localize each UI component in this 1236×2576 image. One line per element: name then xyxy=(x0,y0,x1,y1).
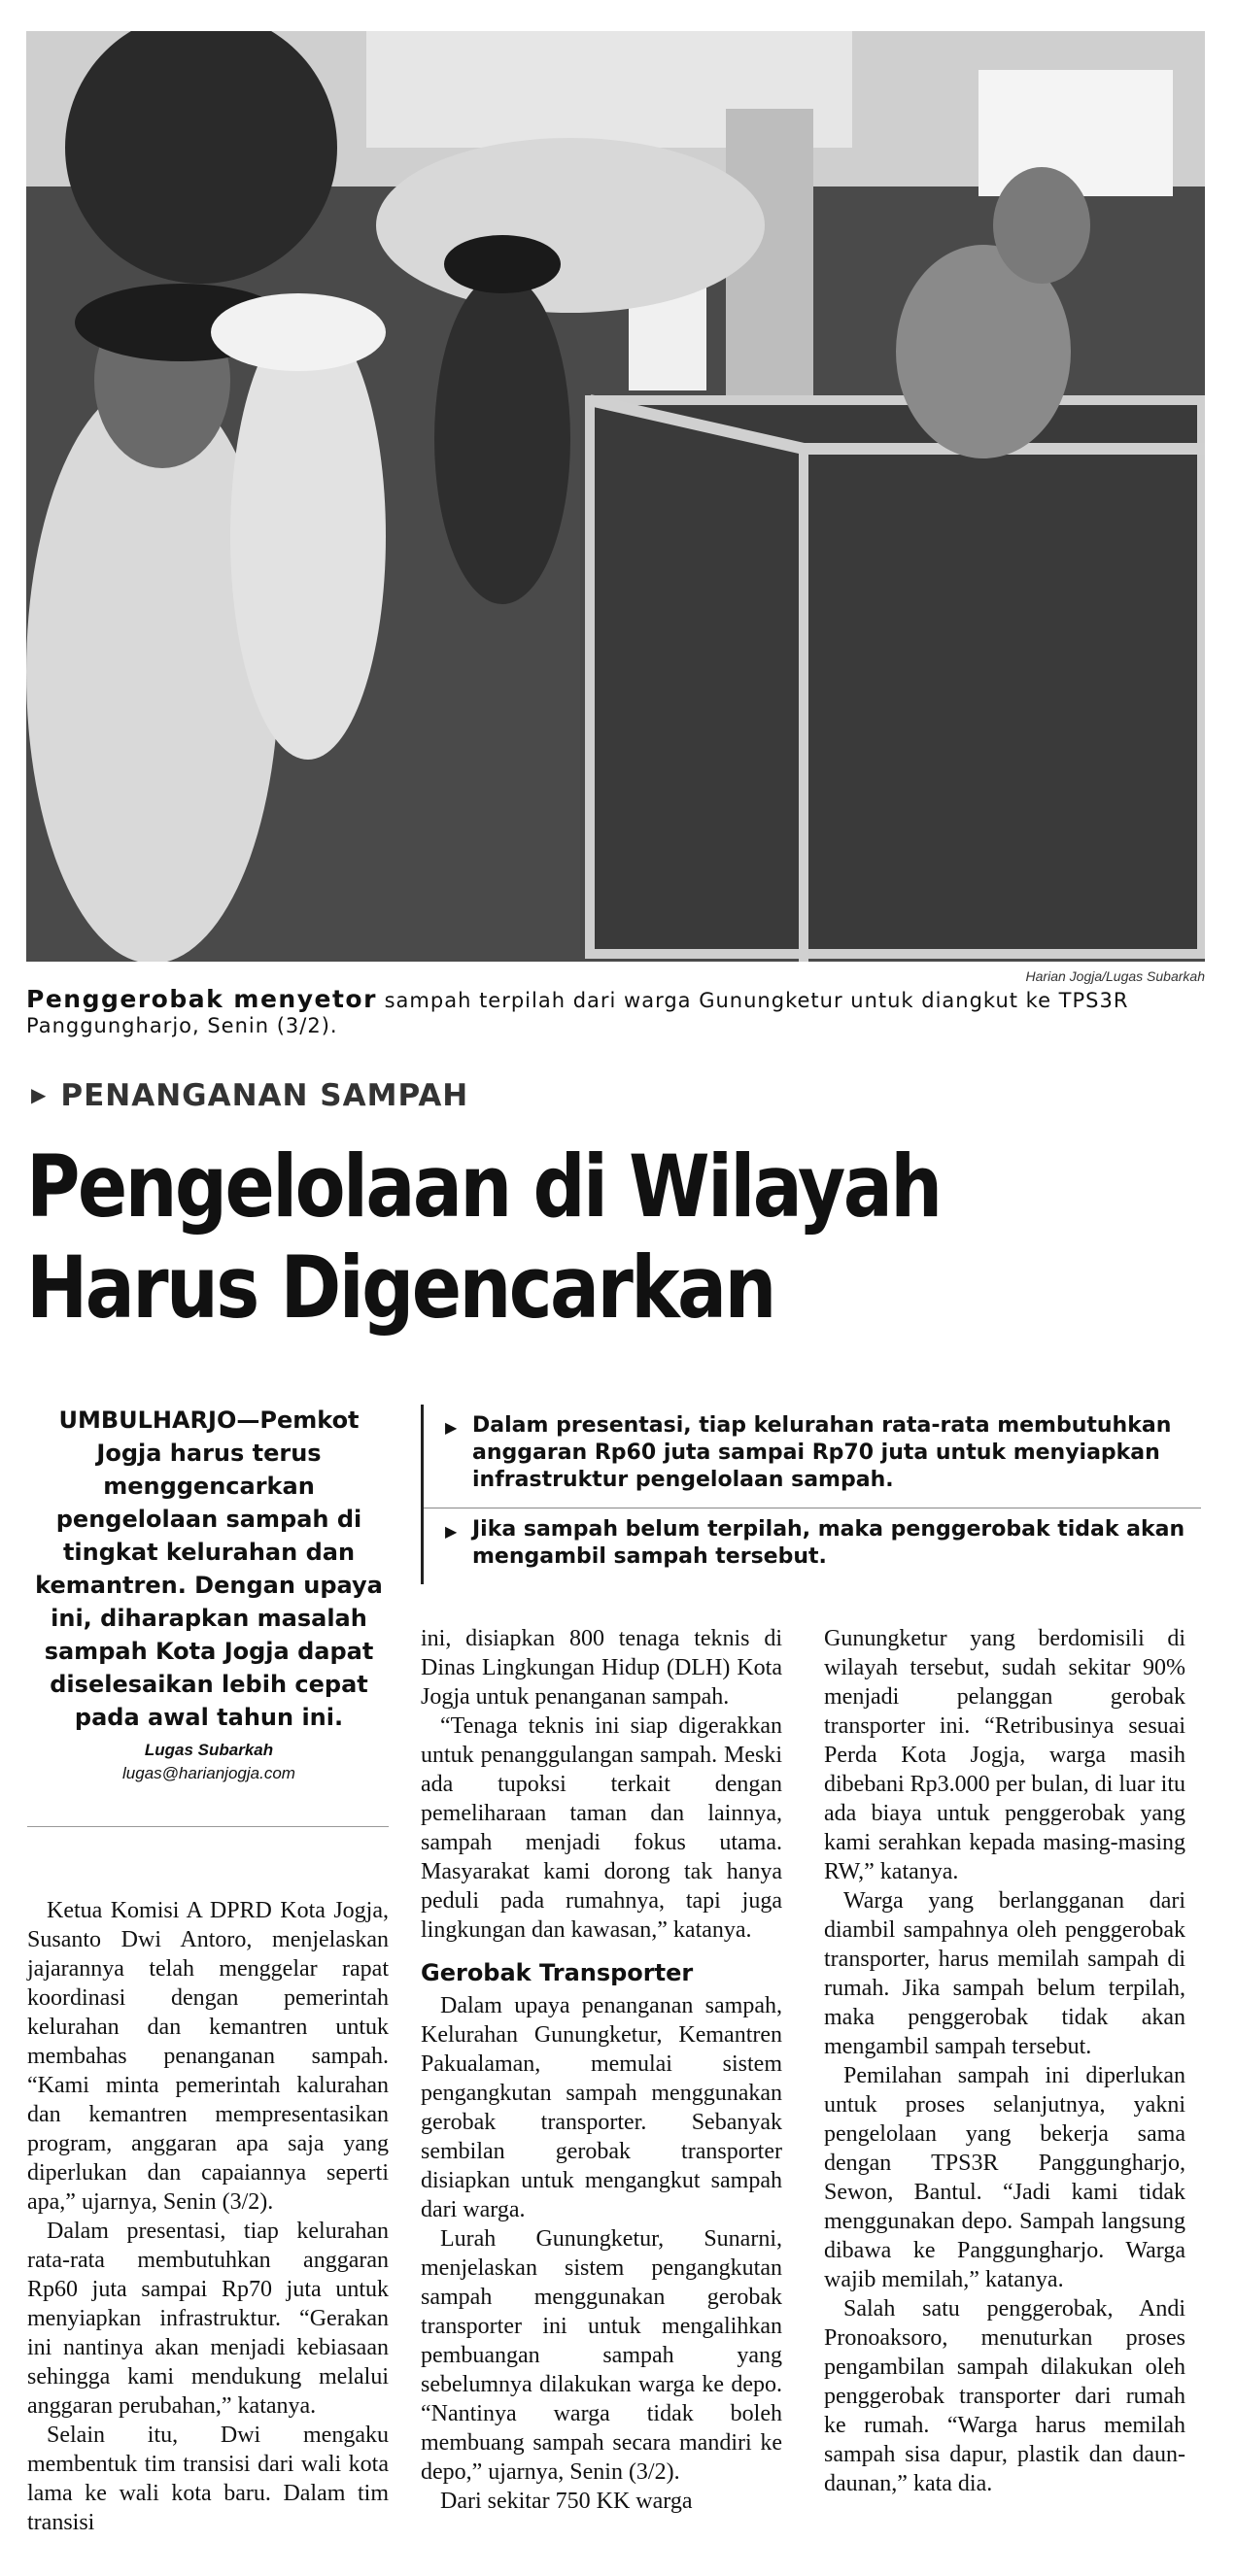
triangle-bullet-icon: ▶ xyxy=(445,1522,458,1541)
byline-divider xyxy=(27,1826,389,1827)
byline xyxy=(29,1739,389,1785)
highlight-text: Dalam presentasi, tiap kelurahan rata-rata membutuhkan anggaran Rp60 juta sampai Rp70 juta untuk menyiapkan infrastruktur pengelolaan sampah. xyxy=(472,1413,1172,1492)
highlight-item xyxy=(424,1508,1201,1584)
triangle-bullet-icon: ▶ xyxy=(445,1418,458,1437)
headline-line-1: Pengelolaan di Wilayah xyxy=(26,1136,941,1237)
headline-line-2: Harus Digencarkan xyxy=(26,1237,774,1338)
kicker-text: PENANGANAN SAMPAH xyxy=(60,1078,469,1113)
body-paragraph: ini, disiapkan 800 tenaga teknis di Dinas Lingkungan Hidup (DLH) Kota Jogja untuk penanganan sampah. xyxy=(421,1626,782,1710)
article-lead: UMBULHARJO—Pemkot Jogja harus terus menggencarkan pengelolaan sampah di tingkat kelurahan dan kemantren. Dengan upaya ini, diharapkan masalah sampah Kota Jogja dapat diselesaikan lebih cepat pada awal tahun ini. xyxy=(35,1407,383,1731)
highlights-box xyxy=(421,1405,1201,1584)
body-column-1 xyxy=(27,1896,389,2537)
highlight-text: Jika sampah belum terpilah, maka penggerobak tidak akan mengambil sampah tersebut. xyxy=(472,1517,1185,1569)
highlight-item xyxy=(424,1405,1201,1508)
body-paragraph: Dari sekitar 750 KK warga xyxy=(440,2489,693,2514)
body-paragraph: Ketua Komisi A DPRD Kota Jogja, Susanto Dwi Antoro, menjelaskan jajarannya telah menggelar rapat koordinasi dengan pemerintah kelurahan dan kemantren untuk membahas penanganan sampah. “Kami minta pemerintah kalurahan dan kemantren mempresentasikan program, anggaran apa saja yang diperlukan dan capaiannya seperti apa,” ujarnya, Senin (3/2). xyxy=(27,1898,389,2215)
author-email: lugas@harianjogja.com xyxy=(122,1764,295,1782)
news-photo xyxy=(26,31,1205,962)
author-name: Lugas Subarkah xyxy=(144,1741,274,1759)
photo-illustration xyxy=(26,31,1205,962)
body-column-2 xyxy=(421,1624,782,2516)
headline xyxy=(26,1136,1054,1339)
body-paragraph: Gunungketur yang berdomisili di wilayah tersebut, sudah sekitar 90% menjadi pelanggan gerobak transporter ini. “Retribusinya sesuai Perda Kota Jogja, warga masih dibebani Rp3.000 per bulan, di luar itu ada biaya untuk penggerobak yang kami serahkan kepada masing-masing RW,” katanya. xyxy=(824,1626,1185,1884)
caption-lead: Penggerobak menyetor xyxy=(26,985,377,1013)
body-paragraph: Salah satu penggerobak, Andi Pronoaksoro, menuturkan proses pengambilan sampah dilakukan oleh penggerobak transporter dari rumah ke rumah. “Warga harus memilah sampah sisa dapur, plastik dan daun-daunan,” kata dia. xyxy=(824,2296,1185,2496)
triangle-bullet-icon: ▶ xyxy=(31,1083,48,1106)
body-paragraph: Pemilahan sampah ini diperlukan untuk proses selanjutnya, yakni pengelolaan yang bekerja sama dengan TPS3R Panggungharjo, Sewon, Bantul. “Jadi kami tidak menggunakan depo. Sampah langsung dibawa ke Panggungharjo. Warga wajib memilah,” katanya. xyxy=(824,2063,1185,2292)
body-paragraph: Dalam presentasi, tiap kelurahan rata-rata membutuhkan anggaran Rp60 juta sampai Rp70 juta untuk menyiapkan infrastruktur. “Gerakan ini nantinya akan menjadi kebiasaan sehingga kami mendukung melalui anggaran perubahan,” katanya. xyxy=(27,2219,389,2419)
body-column-3 xyxy=(824,1624,1185,2498)
subheading: Gerobak Transporter xyxy=(421,1959,694,1986)
photo-caption xyxy=(26,987,1205,1038)
body-paragraph: Warga yang berlangganan dari diambil sampahnya oleh penggerobak transporter, harus memilah sampah di rumah. Jika sampah belum terpilah, maka penggerobak tidak akan mengambil sampah tersebut. xyxy=(824,1888,1185,2059)
body-paragraph: Lurah Gunungketur, Sunarni, menjelaskan sistem pengangkutan sampah menggunakan gerobak transporter ini untuk mengalihkan pembuangan sampah yang sebelumnya dilakukan warga ke depo. “Nantinya warga tidak boleh membuang sampah secara mandiri ke depo,” ujarnya, Senin (3/2). xyxy=(421,2226,782,2485)
body-paragraph: “Tenaga teknis ini siap digerakkan untuk penanggulangan sampah. Meski ada tupoksi terkait dengan pemeliharaan taman dan lainnya, sampah menjadi fokus utama. Masyarakat kami dorong tak hanya peduli pada rumahnya, tapi juga lingkungan dan kawasan,” katanya. xyxy=(421,1713,782,1943)
body-paragraph: Selain itu, Dwi mengaku membentuk tim transisi dari wali kota lama ke wali kota baru. Dalam tim transisi xyxy=(27,2423,389,2535)
body-paragraph: Dalam upaya penanganan sampah, Kelurahan Gunungketur, Kemantren Pakualaman, memulai sistem pengangkutan sampah menggunakan gerobak transporter. Sebanyak sembilan gerobak transporter disiapkan untuk mengangkut sampah dari warga. xyxy=(421,1993,782,2222)
section-kicker xyxy=(31,1078,468,1113)
caption-text: sampah terpilah dari warga Gunungketur untuk diangkut ke TPS3R Panggungharjo, Senin (3/2). xyxy=(26,989,1129,1037)
photo-credit: Harian Jogja/Lugas Subarkah xyxy=(1025,968,1205,984)
